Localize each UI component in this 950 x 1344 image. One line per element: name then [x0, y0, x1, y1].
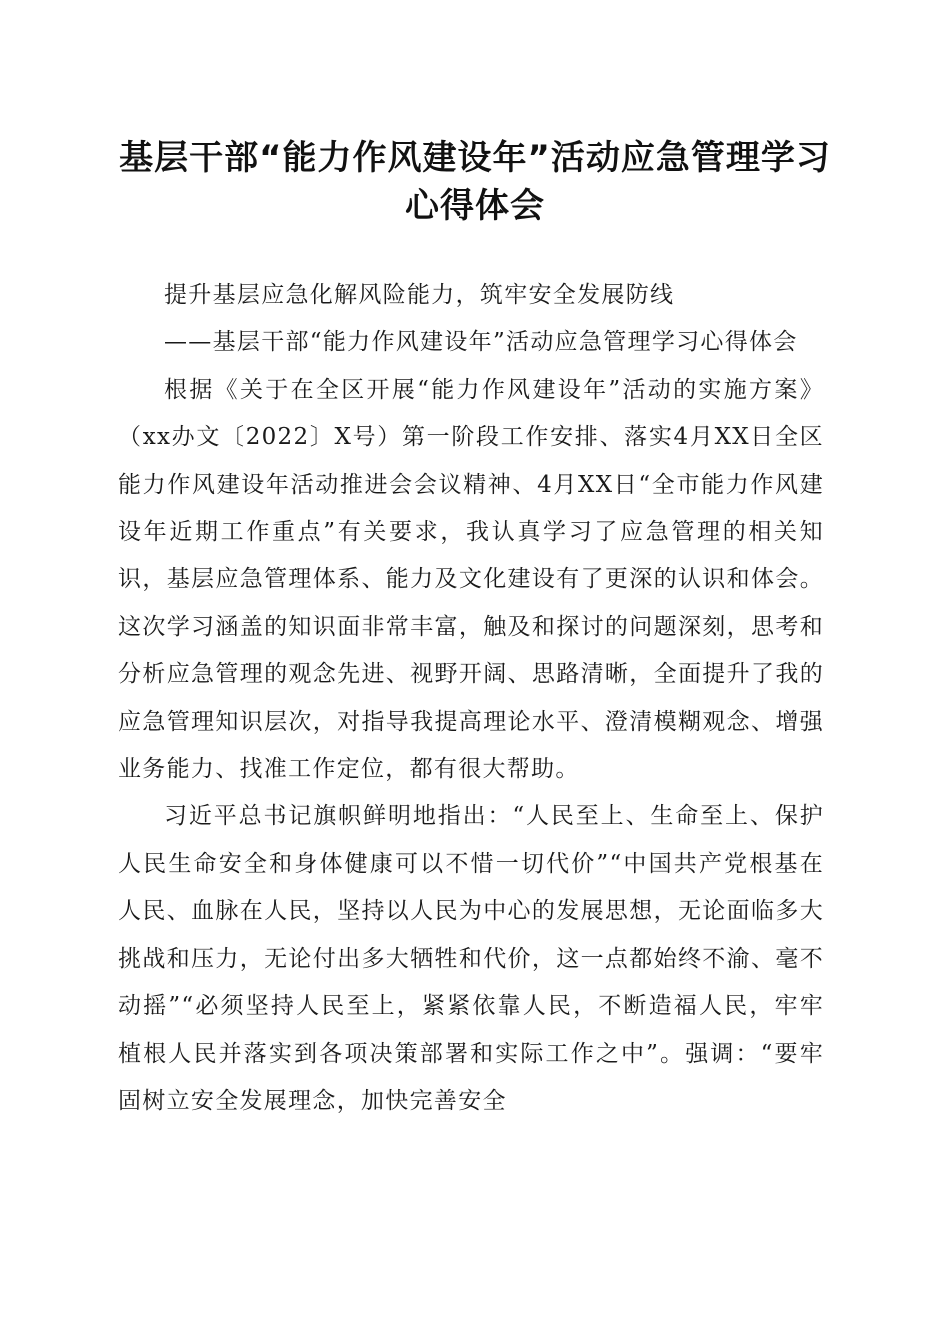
document-title: 基层干部“能力作风建设年”活动应急管理学习心得体会 — [119, 138, 831, 226]
body-paragraph: 习近平总书记旗帜鲜明地指出：“人民至上、生命至上、保护人民生命安全和身体健康可以不惜一切代价”“中国共产党根基在人民、血脉在人民，坚持以人民为中心的发展思想，无论面临多大挑战和压力，无论付出多大牺牲和代价，这一点都始终不渝、毫不动摇”“必须坚持人民至上，紧紧依靠人民，不断造福人民，牢牢植根人民并落实到各项决策部署和实际工作之中”。强调：“要牢固树立安全发展理念，加快完善安全 — [118, 803, 824, 1114]
body-paragraph: 根据《关于在全区开展“能力作风建设年”活动的实施方案》（xx办文〔2022〕X号）第一阶段工作安排、落实4月XX日全区能力作风建设年活动推进会会议精神、4月XX日“全市能力作风建设年近期工作重点”有关要求，我认真学习了应急管理的相关知识，基层应急管理体系、能力及文化建设有了更深的认识和体会。这次学习涵盖的知识面非常丰富，触及和探讨的问题深刻，思考和分析应急管理的观念先进、视野开阔、思路清晰，全面提升了我的应急管理知识层次，对指导我提高理论水平、澄清模糊观念、增强业务能力、找准工作定位，都有很大帮助。 — [118, 376, 824, 783]
subtitle-dash-line: ——基层干部“能力作风建设年”活动应急管理学习心得体会 — [164, 329, 798, 356]
document-body — [118, 272, 824, 1125]
subtitle-line: 提升基层应急化解风险能力，筑牢安全发展防线 — [164, 282, 675, 308]
